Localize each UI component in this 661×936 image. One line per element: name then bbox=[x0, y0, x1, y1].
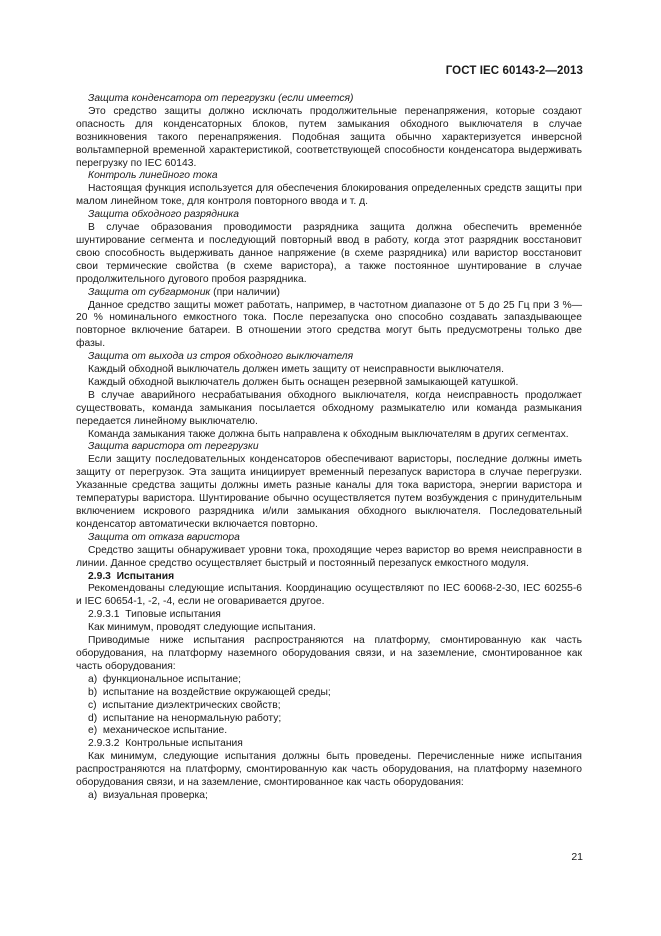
section-heading bbox=[76, 571, 582, 584]
body-paragraph: Приводимые ниже испытания распространяются на платформу, смонтированную как часть оборудования, на платформу наземного оборудования связи, и на заземление, смонтированное как часть оборудования: bbox=[76, 635, 582, 672]
subsection-title: Защита обходного разрядника bbox=[88, 209, 239, 221]
subsection-title: Контроль линейного тока bbox=[88, 170, 218, 182]
section-number: 2.9.3.2 bbox=[88, 738, 120, 750]
body-paragraph: Рекомендованы следующие испытания. Координацию осуществляют по IEC 60068-2-30, IEC 60255-6 и IEC 60654-1, -2, -4, если не оговаривается другое. bbox=[76, 583, 582, 608]
body-paragraph: Команда замыкания также должна быть направлена к обходным выключателям в других сегментах. bbox=[88, 428, 569, 440]
subsection-title: Защита варистора от перегрузки bbox=[88, 441, 259, 453]
list-item: c) испытание диэлектрических свойств; bbox=[88, 699, 281, 711]
list-item: a) функциональное испытание; bbox=[88, 673, 241, 685]
document-code: ГОСТ IEC 60143-2—2013 bbox=[445, 65, 583, 77]
body-paragraph: Настоящая функция используется для обеспечения блокирования определенных средств защиты при малом линейном токе, для контроля повторного ввода и т. д. bbox=[76, 183, 582, 208]
subsection-title: Защита от выхода из строя обходного выключателя bbox=[88, 351, 354, 363]
body-paragraph: Если защиту последовательных конденсаторов обеспечивают варисторы, последние должны иметь защиту от перегрузок. Эта защита инициирует временный перезапуск варистора в случае перегрузки. Указанные средства защиты должны иметь разные каналы для тока варистора, энергии варистора и температуры варистора. Шунтирование обычно осуществляется путем возбуждения с принудительным включением искрового разрядника и/или замыкания обходного выключателя. Последовательный конденсатор автоматически включается повторно. bbox=[76, 454, 582, 530]
body-paragraph: В случае аварийного несрабатывания обходного выключателя, когда неисправность продолжает существовать, команда замыкания посылается обходному размыкателю или команда размыкания передается линейному выключателю. bbox=[76, 389, 582, 427]
subsection-title-note: (при наличии) bbox=[210, 286, 280, 298]
body-paragraph: Каждый обходной выключатель должен иметь защиту от неисправности выключателя. bbox=[88, 364, 504, 376]
list-item: d) испытание на ненормальную работу; bbox=[88, 712, 282, 724]
body-paragraph: Это средство защиты должно исключать продолжительные перенапряжения, которые создают опасность для конденсаторных блоков, путем замыкания обходного выключателя в случае возникновения такого перенапряжения. Подобная защита обычно характеризуется инверсной вольтамперной временной характеристикой, соответствующей способности конденсатора выдерживать перегрузку по IEC 60143. bbox=[76, 105, 582, 169]
document-body bbox=[76, 93, 582, 803]
body-paragraph: Как минимум, следующие испытания должны быть проведены. Перечисленные ниже испытания распространяются на платформу, смонтированную как часть оборудования, на платформу наземного оборудования связи, и на заземление, смонтированное как часть оборудования: bbox=[76, 751, 582, 789]
list-item: e) механическое испытание. bbox=[88, 725, 228, 737]
subsection-title bbox=[76, 287, 582, 300]
section-title: Типовые испытания bbox=[125, 609, 221, 621]
list-item: b) испытание на воздействие окружающей среды; bbox=[88, 686, 331, 698]
body-paragraph: Как минимум, проводят следующие испытания. bbox=[88, 622, 316, 634]
section-number: 2.9.3 bbox=[88, 570, 111, 582]
list-item: a) визуальная проверка; bbox=[88, 789, 208, 801]
body-paragraph: В случае образования проводимости разрядника защита должна обеспечить временнóе шунтирование сегмента и последующий повторный ввод в работу, когда этот разрядник восстановит свою способность выдерживать данное напряжение (в схеме разрядника) или варистор восстановит свои термические свойства (в схеме варистора), а также постоянное шунтирование в случае продолжительного дугового пробоя разрядника. bbox=[76, 222, 582, 285]
subsection-heading bbox=[76, 609, 582, 622]
section-title: Контрольные испытания bbox=[125, 738, 243, 750]
section-title: Испытания bbox=[116, 570, 175, 582]
page-number: 21 bbox=[571, 851, 583, 863]
subsection-title: Защита от отказа варистора bbox=[88, 531, 240, 543]
section-number: 2.9.3.1 bbox=[88, 609, 120, 621]
body-paragraph: Средство защиты обнаруживает уровни тока, проходящие через варистор во время неисправности в линии. Данное средство осуществляет быстрый и постоянный перезапуск емкостного модуля. bbox=[76, 544, 582, 569]
subsection-heading bbox=[76, 738, 582, 751]
body-paragraph: Каждый обходной выключатель должен быть оснащен резервной замыкающей катушкой. bbox=[88, 376, 519, 388]
subsection-title: Защита конденсатора от перегрузки (если имеется) bbox=[88, 93, 354, 104]
body-paragraph: Данное средство защиты может работать, например, в частотном диапазоне от 5 до 25 Гц при 3 %—20 % номинального емкостного тока. После перезапуска оно способно создавать запаздывающее повторное включение батареи. В отношении этого средства могут быть предусмотрены только две фазы. bbox=[76, 299, 582, 350]
subsection-title-italic: Защита от субгармоник bbox=[88, 286, 211, 298]
